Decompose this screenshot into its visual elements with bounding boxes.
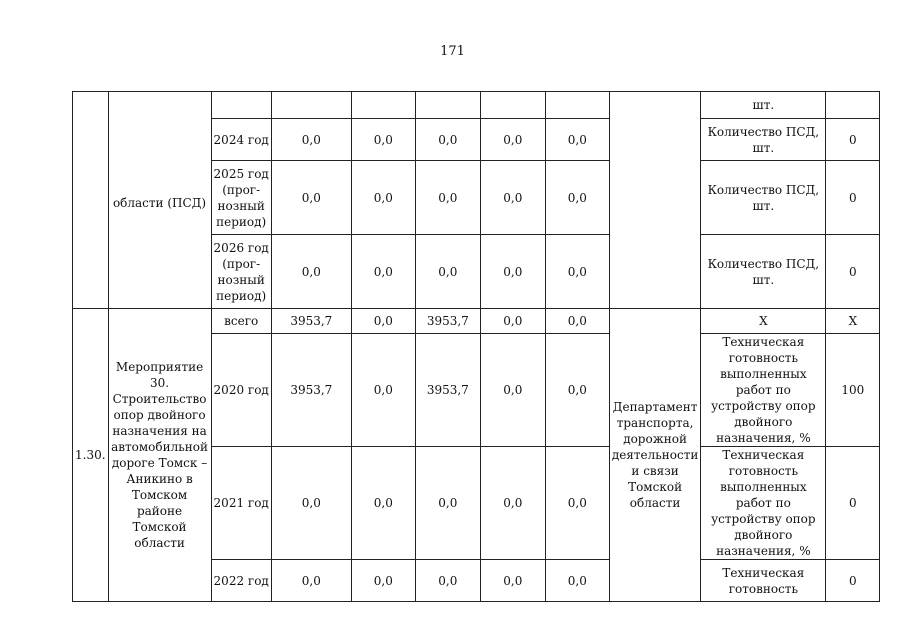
value-cell: 0,0 [351, 560, 415, 602]
value-cell: 0,0 [271, 447, 351, 560]
value-cell [351, 92, 415, 119]
target-cell: 0 [826, 560, 880, 602]
value-cell: 0,0 [351, 334, 415, 447]
value-cell: 0,0 [351, 447, 415, 560]
indicator-cell: Количество ПСД, шт. [701, 235, 826, 309]
indicator-cell: Количество ПСД, шт. [701, 161, 826, 235]
value-cell [271, 92, 351, 119]
target-cell [826, 92, 880, 119]
table-row [73, 92, 880, 119]
year-cell: 2026 год (прог-нозный период) [211, 235, 271, 309]
year-cell: 2025 год (прог-нозный период) [211, 161, 271, 235]
target-cell: 0 [826, 161, 880, 235]
value-cell: 0,0 [415, 235, 480, 309]
value-cell: 0,0 [545, 161, 609, 235]
value-cell: 0,0 [351, 161, 415, 235]
year-cell: 2020 год [211, 334, 271, 447]
value-cell: 0,0 [271, 235, 351, 309]
value-cell: 0,0 [271, 119, 351, 161]
value-cell [480, 92, 545, 119]
executor-cell: Департамент транспорта, дорожной деятельности и связи Томской области [609, 309, 701, 602]
value-cell: 0,0 [415, 560, 480, 602]
value-cell: 0,0 [271, 161, 351, 235]
value-cell: 0,0 [480, 161, 545, 235]
target-cell: 0 [826, 119, 880, 161]
indicator-cell: Техническая готовность выполненных работ по устройству опор двойного назначения, % [701, 334, 826, 447]
number-cell: 1.30. [73, 309, 109, 602]
target-cell: 100 [826, 334, 880, 447]
year-cell: всего [211, 309, 271, 334]
value-cell: 0,0 [351, 309, 415, 334]
value-cell: 0,0 [480, 235, 545, 309]
year-cell [211, 92, 271, 119]
indicator-cell: шт. [701, 92, 826, 119]
measure-name-cell: области (ПСД) [108, 92, 211, 309]
value-cell: 0,0 [480, 309, 545, 334]
number-cell [73, 92, 109, 309]
value-cell: 0,0 [480, 447, 545, 560]
value-cell: 0,0 [545, 560, 609, 602]
value-cell: 0,0 [545, 235, 609, 309]
value-cell: 0,0 [480, 119, 545, 161]
value-cell [545, 92, 609, 119]
target-cell: 0 [826, 235, 880, 309]
value-cell: 3953,7 [271, 309, 351, 334]
value-cell: 3953,7 [415, 309, 480, 334]
value-cell: 3953,7 [415, 334, 480, 447]
value-cell: 0,0 [480, 334, 545, 447]
target-cell: Х [826, 309, 880, 334]
value-cell: 0,0 [351, 119, 415, 161]
value-cell: 0,0 [351, 235, 415, 309]
value-cell: 0,0 [415, 447, 480, 560]
value-cell: 0,0 [545, 309, 609, 334]
measure-name-cell: Мероприятие 30. Строительство опор двойного назначения на автомобильной дороге Томск – Аникино в Томском районе Томской области [108, 309, 211, 602]
value-cell: 0,0 [480, 560, 545, 602]
value-cell: 0,0 [415, 119, 480, 161]
value-cell: 0,0 [415, 161, 480, 235]
year-cell: 2021 год [211, 447, 271, 560]
value-cell: 3953,7 [271, 334, 351, 447]
page-number: 171 [440, 44, 465, 59]
table-row [73, 309, 880, 334]
year-cell: 2022 год [211, 560, 271, 602]
value-cell: 0,0 [271, 560, 351, 602]
indicator-cell: Количество ПСД, шт. [701, 119, 826, 161]
indicator-cell: Техническая готовность выполненных работ по устройству опор двойного назначения, % [701, 447, 826, 560]
value-cell: 0,0 [545, 447, 609, 560]
indicator-cell: Техническая готовность [701, 560, 826, 602]
program-table [72, 91, 880, 602]
indicator-cell: Х [701, 309, 826, 334]
year-cell: 2024 год [211, 119, 271, 161]
value-cell: 0,0 [545, 334, 609, 447]
target-cell: 0 [826, 447, 880, 560]
value-cell: 0,0 [545, 119, 609, 161]
executor-cell [609, 92, 701, 309]
value-cell [415, 92, 480, 119]
